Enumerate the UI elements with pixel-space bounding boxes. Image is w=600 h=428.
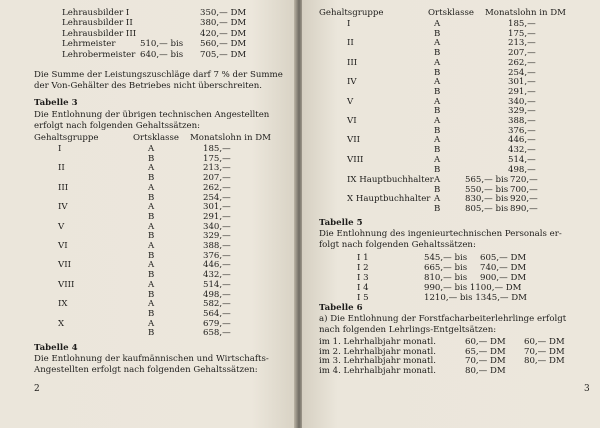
row-monatslohn: 514,— <box>508 154 536 165</box>
intro-line: nach folgenden Lehrlings-Entgeltsätzen: <box>319 324 497 335</box>
row-from: 665,— bis <box>424 263 468 273</box>
row-label: im 2. Lehrhalbjahr monatl. <box>319 346 436 357</box>
row-label: im 3. Lehrhalbjahr monatl. <box>319 356 436 367</box>
row-ortsklasse: A <box>148 202 155 213</box>
row-ortsklasse: A <box>434 194 441 205</box>
row-monatslohn: 340,— <box>508 96 536 107</box>
row-gehaltsgruppe: X <box>58 318 65 329</box>
row-to: 560,— DM <box>200 39 247 50</box>
row-monatslohn: 301,— <box>203 202 231 213</box>
row-to: 920,— <box>510 194 538 205</box>
tabelle-4-intro <box>34 354 269 375</box>
row-monatslohn: 301,— <box>508 77 536 88</box>
row-monatslohn: 376,— <box>508 125 536 136</box>
row-monatslohn: 213,— <box>508 38 536 49</box>
row-ortsklasse: B <box>148 270 155 281</box>
row-monatslohn: 254,— <box>203 192 231 203</box>
tabelle-4-heading: Tabelle 4 <box>34 343 78 353</box>
row-to: 890,— <box>510 204 538 215</box>
row-name: Lehrausbilder III <box>62 28 137 39</box>
row-monatslohn: 446,— <box>203 260 231 271</box>
tabelle-6-heading: Tabelle 6 <box>319 303 363 313</box>
row-ortsklasse: B <box>148 250 155 261</box>
row-ortsklasse: A <box>148 279 155 290</box>
row-gehaltsgruppe: II <box>347 38 354 49</box>
row-to: 605,— DM <box>480 253 527 263</box>
summe-paragraph <box>34 70 283 91</box>
row-gehaltsgruppe: III <box>58 182 69 193</box>
summe-line: der Von-Gehälter des Betriebes nicht überschreiten. <box>34 80 262 91</box>
header-gehaltsgruppe: Gehaltsgruppe <box>319 8 384 18</box>
row-monatslohn: 262,— <box>203 182 231 193</box>
row-monatslohn: 388,— <box>508 116 536 126</box>
row-monatslohn: 329,— <box>203 231 231 242</box>
row-monatslohn: 185,— <box>508 19 536 29</box>
row-monatslohn: 262,— <box>508 57 536 68</box>
row-from: 990,— bis 1100,— DM <box>424 283 522 293</box>
row-ortsklasse: B <box>434 125 441 136</box>
row-from: 545,— bis <box>424 253 468 263</box>
row-value-b: 70,— DM <box>524 346 565 357</box>
row-label: im 1. Lehrhalbjahr monatl. <box>319 337 436 347</box>
row-gehaltsgruppe: IX <box>58 299 68 310</box>
row-ortsklasse: A <box>148 260 155 271</box>
row-monatslohn: 514,— <box>203 279 231 290</box>
row-ortsklasse: A <box>434 175 441 185</box>
row-to: 705,— DM <box>200 49 247 60</box>
row-ortsklasse: A <box>434 96 441 107</box>
tabelle-5-heading: Tabelle 5 <box>319 218 363 228</box>
row-gehaltsgruppe: I 3 <box>357 273 369 283</box>
row-to: 900,— DM <box>480 273 527 283</box>
row-monatslohn: 432,— <box>203 270 231 281</box>
row-ortsklasse: B <box>148 308 155 319</box>
row-name: Lehrausbilder I <box>62 8 130 18</box>
row-gehaltsgruppe: VII <box>347 135 360 146</box>
header-ortsklasse: Ortsklasse <box>133 133 180 143</box>
row-to: 380,— DM <box>200 18 247 29</box>
row-value-b: 80,— DM <box>524 356 565 367</box>
row-ortsklasse: B <box>434 164 441 175</box>
row-ortsklasse: B <box>148 173 155 184</box>
row-monatslohn: 658,— <box>203 328 231 339</box>
row-ortsklasse: B <box>148 211 155 222</box>
row-monatslohn: 207,— <box>508 48 536 59</box>
row-monatslohn: 207,— <box>203 173 231 184</box>
row-from: 830,— bis <box>465 194 509 205</box>
row-monatslohn: 291,— <box>508 86 536 97</box>
row-monatslohn: 679,— <box>203 318 231 329</box>
page-number: 2 <box>34 384 40 394</box>
row-ortsklasse: B <box>434 204 441 215</box>
tabelle-5-intro <box>319 229 562 250</box>
tabelle-6-intro <box>319 314 566 335</box>
row-gehaltsgruppe: VII <box>58 260 71 271</box>
row-gehaltsgruppe: I 5 <box>357 293 369 303</box>
row-ortsklasse: A <box>148 182 155 193</box>
row-monatslohn: 175,— <box>203 153 231 164</box>
row-monatslohn: 340,— <box>203 221 231 232</box>
row-from: 550,— bis <box>465 184 509 195</box>
row-monatslohn: 388,— <box>203 241 231 251</box>
row-ortsklasse: A <box>148 221 155 232</box>
row-gehaltsgruppe: V <box>347 96 354 107</box>
header-monatslohn: Monatslohn in DM <box>190 133 271 143</box>
row-gehaltsgruppe: IV <box>347 77 357 88</box>
row-ortsklasse: A <box>148 241 155 251</box>
row-gehaltsgruppe: V <box>58 221 65 232</box>
row-gehaltsgruppe: II <box>58 163 65 174</box>
row-ortsklasse: B <box>434 28 441 39</box>
row-ortsklasse: B <box>148 153 155 164</box>
row-to: 700,— <box>510 184 538 195</box>
intro-line: erfolgt nach folgenden Gehaltssätzen: <box>34 120 201 131</box>
row-gehaltsgruppe: I 1 <box>357 253 369 263</box>
row-ortsklasse: A <box>148 299 155 310</box>
header-gehaltsgruppe: Gehaltsgruppe <box>34 133 99 143</box>
row-monatslohn: 175,— <box>508 28 536 39</box>
row-to: 740,— DM <box>480 263 527 273</box>
row-from: 805,— bis <box>465 204 509 215</box>
row-gehaltsgruppe: VIII <box>347 154 364 165</box>
row-monatslohn: 213,— <box>203 163 231 174</box>
row-monatslohn: 564,— <box>203 308 231 319</box>
row-from: 640,— bis <box>140 49 184 60</box>
row-ortsklasse: B <box>148 192 155 203</box>
intro-line: Die Entlohnung der übrigen technischen Angestellten <box>34 110 270 120</box>
row-ortsklasse: A <box>434 38 441 49</box>
row-monatslohn: 254,— <box>508 67 536 78</box>
row-value-a: 60,— DM <box>465 337 506 347</box>
row-gehaltsgruppe: I 4 <box>357 283 369 293</box>
row-monatslohn: 376,— <box>203 250 231 261</box>
row-ortsklasse: B <box>434 86 441 97</box>
row-gehaltsgruppe: IV <box>58 202 68 213</box>
header-monatslohn: Monatslohn in DM <box>485 8 566 18</box>
row-name: Lehrmeister <box>62 39 116 50</box>
row-to: 350,— DM <box>200 8 247 18</box>
row-gehaltsgruppe: I <box>347 19 351 29</box>
row-from: 510,— bis <box>140 39 184 50</box>
row-ortsklasse: A <box>148 144 155 154</box>
row-gehaltsgruppe: I <box>58 144 62 154</box>
row-monatslohn: 432,— <box>508 145 536 156</box>
row-ortsklasse: A <box>148 163 155 174</box>
header-ortsklasse: Ortsklasse <box>428 8 475 18</box>
row-ortsklasse: A <box>434 77 441 88</box>
row-gehaltsgruppe: VI <box>58 241 68 251</box>
row-ortsklasse: A <box>434 116 441 126</box>
intro-line: folgt nach folgenden Gehaltssätzen: <box>319 239 476 250</box>
intro-line: Angestellten erfolgt nach folgenden Gehaltssätzen: <box>34 364 258 375</box>
row-gehaltsgruppe: VI <box>347 116 357 126</box>
row-ortsklasse: B <box>434 48 441 59</box>
row-name: Lehrausbilder II <box>62 18 133 29</box>
row-ortsklasse: A <box>434 57 441 68</box>
row-name: Lehrobermeister <box>62 49 136 60</box>
row-from: 1210,— bis 1345,— DM <box>424 293 527 303</box>
row-from: 810,— bis <box>424 273 468 283</box>
intro-line: a) Die Entlohnung der Forstfacharbeiterlehrlinge erfolgt <box>319 314 567 324</box>
row-from: 565,— bis <box>465 175 509 185</box>
row-value-a: 70,— DM <box>465 356 506 367</box>
left-page <box>0 0 296 428</box>
row-gehaltsgruppe: I 2 <box>357 263 369 273</box>
row-to: 420,— DM <box>200 28 247 39</box>
row-gehaltsgruppe: IX Hauptbuchhalter <box>347 175 434 185</box>
right-page <box>302 0 600 428</box>
row-gehaltsgruppe: VIII <box>58 279 75 290</box>
row-ortsklasse: A <box>434 19 441 29</box>
summe-line: Die Summe der Leistungszuschläge darf 7 % der Summe <box>34 70 283 80</box>
tabelle-3-heading: Tabelle 3 <box>34 98 78 108</box>
row-monatslohn: 185,— <box>203 144 231 154</box>
row-monatslohn: 498,— <box>203 289 231 300</box>
row-value-a: 80,— DM <box>465 366 506 377</box>
row-monatslohn: 329,— <box>508 106 536 117</box>
row-gehaltsgruppe: X Hauptbuchhalter <box>347 194 431 205</box>
row-ortsklasse: B <box>148 328 155 339</box>
row-gehaltsgruppe: III <box>347 57 358 68</box>
row-ortsklasse: B <box>434 145 441 156</box>
row-label: im 4. Lehrhalbjahr monatl. <box>319 366 436 377</box>
row-ortsklasse: A <box>434 135 441 146</box>
row-ortsklasse: A <box>148 318 155 329</box>
row-monatslohn: 498,— <box>508 164 536 175</box>
row-value-a: 65,— DM <box>465 346 506 357</box>
row-ortsklasse: B <box>434 67 441 78</box>
intro-line: Die Entlohnung des ingenieurtechnischen Personals er- <box>319 229 562 239</box>
intro-line: Die Entlohnung der kaufmännischen und Wirtschafts- <box>34 354 269 364</box>
row-ortsklasse: B <box>434 106 441 117</box>
row-ortsklasse: B <box>148 289 155 300</box>
row-monatslohn: 582,— <box>203 299 231 310</box>
row-value-b: 60,— DM <box>524 337 565 347</box>
tabelle-3-intro <box>34 110 269 131</box>
row-monatslohn: 446,— <box>508 135 536 146</box>
row-ortsklasse: B <box>148 231 155 242</box>
page-number: 3 <box>584 384 590 394</box>
row-ortsklasse: B <box>434 184 441 195</box>
row-monatslohn: 291,— <box>203 211 231 222</box>
row-to: 720,— <box>510 175 538 185</box>
row-ortsklasse: A <box>434 154 441 165</box>
